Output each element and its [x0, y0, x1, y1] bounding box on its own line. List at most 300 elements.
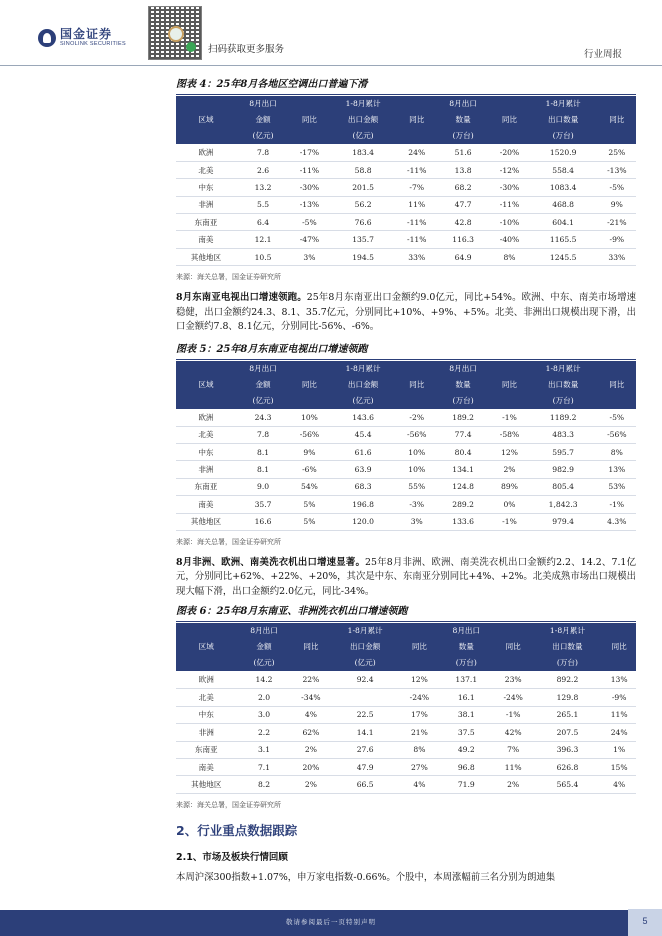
- table-header-cell: 同比: [409, 379, 425, 389]
- table-cell: 42%: [494, 724, 533, 741]
- table-source: 来源：海关总署，国金证券研究所: [176, 273, 281, 282]
- table-header-cell: 8月出口: [250, 626, 278, 636]
- table-cell: 805.4: [529, 478, 598, 495]
- region-cell: 东南亚: [176, 741, 237, 758]
- table-cell: -6%: [290, 461, 328, 478]
- table-cell: 66.5: [330, 776, 400, 793]
- document-type-label: 行业周报: [584, 49, 623, 60]
- table-header-cell: 1-8月累计: [549, 626, 585, 636]
- table-header-cell: 同比: [301, 115, 318, 124]
- table-cell: 61.6: [329, 444, 398, 461]
- region-cell: 中东: [176, 179, 236, 196]
- table-cell: 5%: [290, 496, 328, 513]
- table-cell: 53%: [598, 478, 636, 495]
- paragraph: [176, 556, 636, 600]
- table-cell: -1%: [490, 409, 528, 426]
- table-header-cell: (亿元): [252, 395, 274, 405]
- table-cell: 55%: [398, 478, 436, 495]
- table-header-cell: [290, 361, 328, 377]
- table-header-cell: [400, 655, 439, 671]
- region-cell: 其他地区: [176, 513, 236, 530]
- table-source: 来源：海关总署，国金证券研究所: [176, 800, 281, 809]
- table-header-cell: 同比: [501, 379, 518, 389]
- table-cell: 13%: [602, 671, 636, 688]
- table-row: [176, 426, 636, 443]
- table-header-cell: (亿元): [352, 395, 374, 405]
- table-header-cell: (万台): [455, 658, 477, 668]
- table-header-cell: 8月出口: [452, 626, 481, 636]
- table-cell: -20%: [490, 144, 528, 161]
- table-cell: [330, 689, 400, 706]
- table-cell: 38.1: [439, 706, 494, 723]
- table-header-cell: [490, 393, 528, 409]
- table-header-cell: 8月出口: [249, 99, 277, 108]
- table-cell: 27%: [400, 758, 439, 775]
- table-header-cell: 同比: [505, 642, 521, 652]
- table-header-cell: [176, 393, 236, 409]
- table-cell: 62%: [292, 724, 331, 741]
- table-cell: 10%: [398, 461, 436, 478]
- region-cell: 北美: [176, 161, 236, 178]
- figure-caption: 图表 4：25年8月各地区空调出口普遍下滑: [176, 78, 636, 95]
- table-header-cell: [490, 128, 528, 144]
- table-header-cell: 同比: [301, 379, 318, 389]
- region-cell: 其他地区: [176, 248, 236, 265]
- region-cell: 东南亚: [176, 478, 236, 495]
- table-cell: 4.3%: [598, 513, 636, 530]
- table-header-cell: [176, 96, 236, 112]
- table-cell: 7%: [494, 741, 533, 758]
- table-header-cell: 8月出口: [449, 99, 477, 108]
- region-cell: 非洲: [176, 196, 236, 213]
- region-cell: 非洲: [176, 461, 236, 478]
- table-cell: 1245.5: [529, 248, 598, 265]
- table-header-cell: [398, 361, 436, 377]
- table-cell: 194.5: [329, 248, 398, 265]
- table-row: [176, 671, 636, 688]
- table-header-cell: 同比: [611, 642, 627, 652]
- paragraph-lead: 8月非洲、欧洲、南美洗衣机出口增速显著。: [176, 556, 366, 568]
- table-cell: 8.2: [237, 776, 292, 793]
- table-cell: 2.6: [236, 161, 290, 178]
- table-row: [176, 248, 636, 265]
- table-header-cell: [598, 393, 636, 409]
- table-cell: -10%: [490, 214, 528, 231]
- table-cell: 7.8: [236, 144, 290, 161]
- table-cell: 289.2: [436, 496, 490, 513]
- table-row: [176, 161, 636, 178]
- table-cell: 33%: [398, 248, 436, 265]
- table-header-cell: 出口金额: [347, 379, 379, 389]
- table-cell: -13%: [290, 196, 328, 213]
- region-cell: 非洲: [176, 724, 237, 741]
- table-cell: 33%: [598, 248, 636, 265]
- table-cell: -58%: [490, 426, 528, 443]
- table-cell: -40%: [490, 231, 528, 248]
- table-header-cell: 同比: [411, 642, 427, 652]
- table-header-cell: [398, 128, 436, 144]
- table-cell: 1165.5: [529, 231, 598, 248]
- table-header-cell: [292, 623, 331, 639]
- table-header-cell: 8月出口: [449, 363, 477, 373]
- logo-chinese-name: 国金证券: [60, 27, 113, 41]
- table-cell: 4%: [292, 706, 331, 723]
- table-row: [176, 214, 636, 231]
- table-header-cell: 1-8月累计: [347, 626, 383, 636]
- table-header-cell: (亿元): [354, 658, 376, 668]
- table-cell: 10.5: [236, 248, 290, 265]
- table-cell: 8.1: [236, 461, 290, 478]
- table-cell: 13.8: [436, 161, 490, 178]
- table-cell: 37.5: [439, 724, 494, 741]
- table-cell: 1520.9: [529, 144, 598, 161]
- page-header: [0, 0, 662, 66]
- table-cell: 8%: [598, 444, 636, 461]
- table-header-cell: (万台): [452, 395, 474, 405]
- table-cell: 15%: [602, 758, 636, 775]
- table-cell: 558.4: [529, 161, 598, 178]
- table-header-cell: 同比: [609, 379, 625, 389]
- table-cell: 22%: [292, 671, 331, 688]
- table-cell: 13.2: [236, 179, 290, 196]
- table-cell: -17%: [290, 144, 328, 161]
- wechat-badge-icon: [186, 42, 196, 52]
- table-header-cell: [494, 655, 533, 671]
- logo-english-name: SINOLINK SECURITIES: [60, 41, 126, 47]
- table-cell: 124.8: [436, 478, 490, 495]
- table-cell: 10%: [398, 444, 436, 461]
- data-table: [176, 623, 636, 793]
- table-cell: -1%: [490, 513, 528, 530]
- table-cell: 207.5: [533, 724, 603, 741]
- table-cell: 58.8: [329, 161, 398, 178]
- page-footer: [0, 910, 662, 936]
- data-table: [176, 361, 636, 531]
- table-header-cell: 8月出口: [249, 363, 277, 373]
- table-header-cell: [176, 361, 236, 377]
- table-cell: -13%: [598, 161, 636, 178]
- table-cell: -11%: [490, 196, 528, 213]
- table-header-cell: [176, 128, 236, 144]
- table-cell: 42.8: [436, 214, 490, 231]
- section-paragraph: 本周沪深300指数+1.07%，申万家电指数-0.66%。个股中，本周涨幅前三名分别为朗迪集: [176, 871, 556, 883]
- table-row: [176, 496, 636, 513]
- table-header-cell: 出口数量: [547, 379, 579, 389]
- table-cell: 483.3: [529, 426, 598, 443]
- table-cell: -56%: [290, 426, 328, 443]
- table-cell: 604.1: [529, 214, 598, 231]
- table-header-cell: 1-8月累计: [345, 363, 381, 373]
- region-cell: 欧洲: [176, 671, 237, 688]
- table-header-cell: [494, 623, 533, 639]
- region-cell: 东南亚: [176, 214, 236, 231]
- table-header-cell: [598, 96, 636, 112]
- table-cell: 92.4: [330, 671, 400, 688]
- region-cell: 其他地区: [176, 776, 237, 793]
- table-header-cell: (万台): [556, 658, 578, 668]
- table-cell: -24%: [400, 689, 439, 706]
- table-cell: 4%: [602, 776, 636, 793]
- table-header-cell: 出口金额: [349, 642, 381, 652]
- table-cell: 1%: [602, 741, 636, 758]
- table-cell: 2%: [292, 741, 331, 758]
- table-header-cell: [176, 655, 237, 671]
- table-row: [176, 231, 636, 248]
- table-cell: 45.4: [329, 426, 398, 443]
- table-cell: 4%: [400, 776, 439, 793]
- table-cell: 189.2: [436, 409, 490, 426]
- qr-center-logo-icon: [168, 26, 184, 42]
- table-cell: 56.2: [329, 196, 398, 213]
- table-header-cell: [398, 96, 436, 112]
- table-cell: 21%: [400, 724, 439, 741]
- table-cell: 7.8: [236, 426, 290, 443]
- table-header-cell: 区域: [198, 115, 214, 124]
- table-cell: 137.1: [439, 671, 494, 688]
- footer-disclaimer: 敬请参阅最后一页特别声明: [286, 918, 376, 926]
- table-cell: -5%: [290, 214, 328, 231]
- table-header-cell: 1-8月累计: [345, 99, 381, 108]
- table-cell: 11%: [494, 758, 533, 775]
- table-cell: 129.8: [533, 689, 603, 706]
- table-cell: 89%: [490, 478, 528, 495]
- table-cell: 2%: [490, 461, 528, 478]
- figure-caption: 图表 6：25年8月东南亚、非洲洗衣机出口增速领跑: [176, 605, 636, 622]
- table-cell: -56%: [598, 426, 636, 443]
- table-cell: -11%: [398, 161, 436, 178]
- table-header-cell: (亿元): [253, 658, 275, 668]
- table-cell: -34%: [292, 689, 331, 706]
- table-header-cell: [598, 361, 636, 377]
- table-cell: 3%: [290, 248, 328, 265]
- table-header-cell: [598, 128, 636, 144]
- table-header-cell: 区域: [198, 642, 214, 652]
- table-cell: -47%: [290, 231, 328, 248]
- table-row: [176, 179, 636, 196]
- table-cell: 982.9: [529, 461, 598, 478]
- table-row: [176, 706, 636, 723]
- table-cell: -1%: [494, 706, 533, 723]
- table-header-cell: [290, 128, 328, 144]
- data-table: [176, 96, 636, 266]
- table-cell: 9%: [598, 196, 636, 213]
- table-header-cell: (万台): [452, 131, 474, 140]
- table-cell: -11%: [398, 214, 436, 231]
- table-cell: -1%: [598, 496, 636, 513]
- table-header-cell: (亿元): [252, 131, 274, 140]
- table-header-cell: 同比: [409, 115, 425, 124]
- table-header-cell: 金额: [256, 642, 272, 652]
- table-cell: 2.2: [237, 724, 292, 741]
- region-cell: 南美: [176, 231, 236, 248]
- table-cell: -2%: [398, 409, 436, 426]
- table-cell: 9.0: [236, 478, 290, 495]
- table-header-cell: [292, 655, 331, 671]
- table-cell: 595.7: [529, 444, 598, 461]
- table-header-cell: 1-8月累计: [545, 99, 581, 108]
- table-cell: 24%: [398, 144, 436, 161]
- table-cell: 68.2: [436, 179, 490, 196]
- table-cell: 13%: [598, 461, 636, 478]
- table-cell: 16.1: [439, 689, 494, 706]
- logo-icon: [38, 29, 56, 47]
- paragraph-text: 25年8月东南亚出口金额约9.0亿元，同比+54%。欧洲、中东、南美市场增速稳健，出口金额约24.3、8.1、35.7亿元，分别同比+10%、+9%、+5%。北美、非洲出口规模出现下滑，出口金额约7.8、8.1亿元，分别同比-56%、-6%。: [176, 292, 636, 333]
- table-cell: 24%: [602, 724, 636, 741]
- paragraph: [176, 291, 636, 335]
- table-header-cell: 同比: [609, 115, 625, 124]
- table-cell: 5%: [290, 513, 328, 530]
- table-cell: 63.9: [329, 461, 398, 478]
- region-cell: 中东: [176, 706, 237, 723]
- table-header-cell: 数量: [458, 642, 474, 652]
- paragraph-text: 25年8月非洲、欧洲、南美洗衣机出口金额约2.2、14.2、7.1亿元，分别同比+62%、+22%、+20%，其次是中东、东南亚分别同比+4%、+2%。北美成熟市场出口规模出现大幅下滑，出口金额约2.0亿元，同比-34%。: [176, 556, 636, 597]
- table-header-cell: [602, 655, 636, 671]
- section-heading: 2、行业重点数据跟踪: [176, 822, 298, 838]
- table-header-cell: (亿元): [352, 131, 374, 140]
- table-cell: 17%: [400, 706, 439, 723]
- table-cell: 265.1: [533, 706, 603, 723]
- table-cell: 11%: [602, 706, 636, 723]
- table-header-cell: 区域: [198, 379, 214, 389]
- table-row: [176, 689, 636, 706]
- table-cell: -30%: [290, 179, 328, 196]
- table-header-cell: (万台): [552, 131, 574, 140]
- table-cell: 49.2: [439, 741, 494, 758]
- region-cell: 中东: [176, 444, 236, 461]
- table-header-cell: [290, 393, 328, 409]
- region-cell: 北美: [176, 426, 236, 443]
- table-header-cell: 金额: [255, 379, 271, 389]
- table-header-cell: 出口金额: [347, 115, 379, 124]
- table-row: [176, 196, 636, 213]
- table-cell: 20%: [292, 758, 331, 775]
- table-cell: -11%: [290, 161, 328, 178]
- table-header-cell: (万台): [552, 395, 574, 405]
- table-header-cell: 数量: [455, 379, 471, 389]
- table-cell: 35.7: [236, 496, 290, 513]
- table-cell: -3%: [398, 496, 436, 513]
- table-row: [176, 478, 636, 495]
- table-cell: 133.6: [436, 513, 490, 530]
- main-content: [176, 78, 636, 885]
- table-cell: 54%: [290, 478, 328, 495]
- table-cell: 27.6: [330, 741, 400, 758]
- table-cell: 14.2: [237, 671, 292, 688]
- table-source: 来源：海关总署，国金证券研究所: [176, 537, 281, 546]
- table-cell: -5%: [598, 179, 636, 196]
- table-cell: -21%: [598, 214, 636, 231]
- table-cell: 23%: [494, 671, 533, 688]
- table-cell: 5.5: [236, 196, 290, 213]
- table-cell: 135.7: [329, 231, 398, 248]
- table-cell: 3.1: [237, 741, 292, 758]
- table-cell: -56%: [398, 426, 436, 443]
- table-cell: 3%: [398, 513, 436, 530]
- table-cell: 116.3: [436, 231, 490, 248]
- paragraph-lead: 8月东南亚电视出口增速领跑。: [176, 292, 307, 304]
- table-header-cell: [490, 96, 528, 112]
- table-header-cell: 同比: [303, 642, 319, 652]
- table-cell: 64.9: [436, 248, 490, 265]
- table-cell: 80.4: [436, 444, 490, 461]
- table-header-cell: 同比: [501, 115, 518, 124]
- figure-caption: 图表 5：25年8月东南亚电视出口增速领跑: [176, 343, 636, 360]
- table-cell: 8%: [490, 248, 528, 265]
- table-header-cell: [602, 623, 636, 639]
- table-cell: 134.1: [436, 461, 490, 478]
- company-logo: [38, 28, 126, 48]
- table-header-cell: 出口数量: [547, 115, 579, 124]
- table-cell: 51.6: [436, 144, 490, 161]
- table-cell: 24.3: [236, 409, 290, 426]
- table-cell: 71.9: [439, 776, 494, 793]
- table-row: [176, 144, 636, 161]
- table-cell: 2.0: [237, 689, 292, 706]
- table-header-cell: 数量: [455, 115, 471, 124]
- region-cell: 欧洲: [176, 144, 236, 161]
- table-cell: 96.8: [439, 758, 494, 775]
- table-cell: 0%: [490, 496, 528, 513]
- table-cell: 47.9: [330, 758, 400, 775]
- table-header-cell: 1-8月累计: [545, 363, 581, 373]
- region-cell: 北美: [176, 689, 237, 706]
- table-cell: 143.6: [329, 409, 398, 426]
- table-cell: 25%: [598, 144, 636, 161]
- table-cell: 14.1: [330, 724, 400, 741]
- table-cell: 468.8: [529, 196, 598, 213]
- table-row: [176, 758, 636, 775]
- table-row: [176, 444, 636, 461]
- table-header-cell: [400, 623, 439, 639]
- table-cell: 396.3: [533, 741, 603, 758]
- table-cell: 626.8: [533, 758, 603, 775]
- region-cell: 南美: [176, 758, 237, 775]
- table-header-cell: [176, 623, 237, 639]
- table-row: [176, 461, 636, 478]
- table-row: [176, 776, 636, 793]
- table-cell: 12.1: [236, 231, 290, 248]
- subsection-heading: 2.1、市场及板块行情回顾: [176, 851, 288, 863]
- table-header-cell: [490, 361, 528, 377]
- table-header-cell: 金额: [255, 115, 271, 124]
- table-header-cell: 出口数量: [552, 642, 583, 652]
- table-cell: 47.7: [436, 196, 490, 213]
- table-cell: 196.8: [329, 496, 398, 513]
- table-cell: 3.0: [237, 706, 292, 723]
- table-row: [176, 513, 636, 530]
- table-cell: 12%: [400, 671, 439, 688]
- region-cell: 南美: [176, 496, 236, 513]
- table-cell: 120.0: [329, 513, 398, 530]
- table-cell: 9%: [290, 444, 328, 461]
- table-cell: -9%: [602, 689, 636, 706]
- table-cell: 1,842.3: [529, 496, 598, 513]
- table-cell: 76.6: [329, 214, 398, 231]
- table-header-cell: [290, 96, 328, 112]
- table-cell: -7%: [398, 179, 436, 196]
- table-cell: 8.1: [236, 444, 290, 461]
- table-cell: 77.4: [436, 426, 490, 443]
- table-row: [176, 741, 636, 758]
- table-cell: 6.4: [236, 214, 290, 231]
- table-row: [176, 409, 636, 426]
- table-cell: -5%: [598, 409, 636, 426]
- table-cell: -24%: [494, 689, 533, 706]
- table-cell: 10%: [290, 409, 328, 426]
- table-cell: 16.6: [236, 513, 290, 530]
- table-cell: 183.4: [329, 144, 398, 161]
- table-row: [176, 724, 636, 741]
